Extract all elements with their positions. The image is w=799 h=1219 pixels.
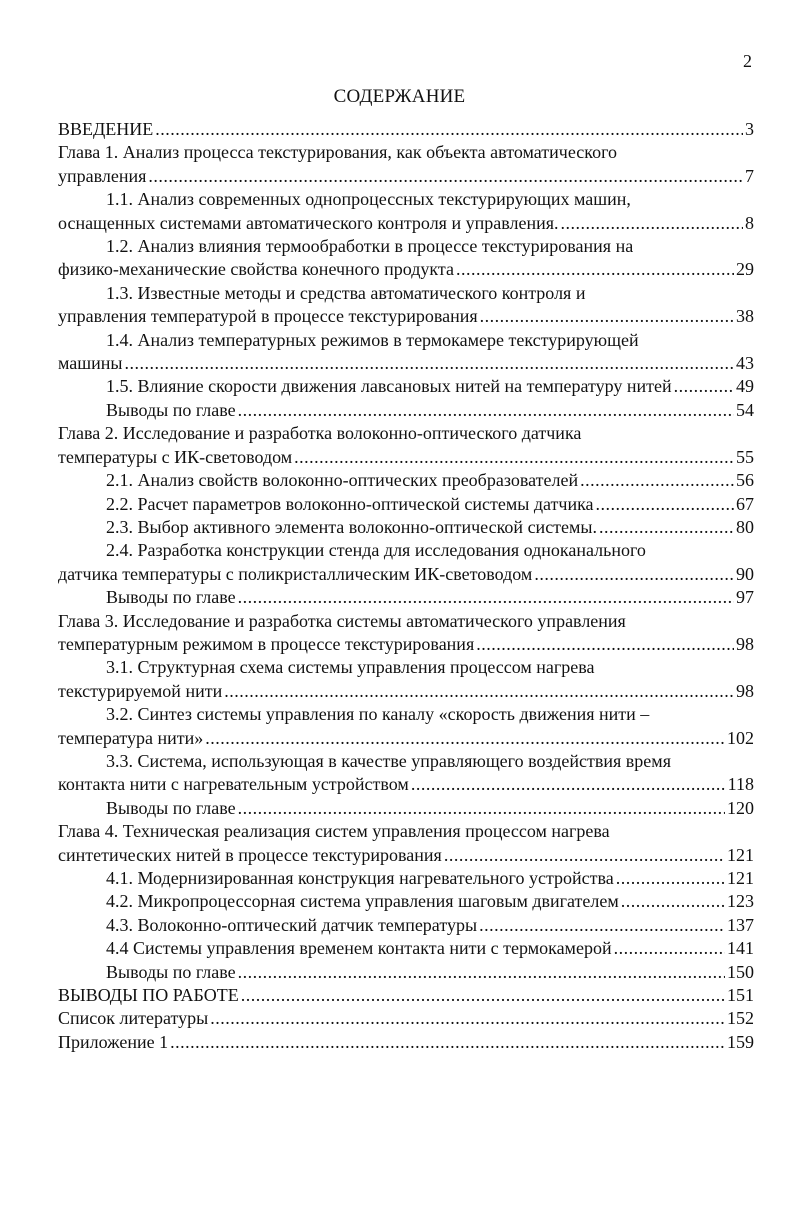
toc-entry-row xyxy=(58,867,754,890)
toc-entry-page: 67 xyxy=(736,493,754,514)
toc-entry-title: Выводы по главе xyxy=(106,797,236,818)
toc-entry[interactable] xyxy=(58,282,754,329)
dot-leader xyxy=(476,633,734,656)
toc-entry-text-line: 1.2. Анализ влияния термообработки в процессе текстурирования на xyxy=(106,236,634,257)
toc-entry-row xyxy=(58,563,754,586)
dot-leader xyxy=(614,937,725,960)
toc-entry[interactable] xyxy=(58,188,754,235)
dot-leader xyxy=(411,773,726,796)
toc-entry-page: 123 xyxy=(727,891,754,912)
toc-entry[interactable] xyxy=(58,375,754,398)
toc-entry-title: машины xyxy=(58,353,123,374)
toc-entry-page: 141 xyxy=(727,938,754,959)
toc-entry-page: 151 xyxy=(727,985,754,1006)
toc-entry[interactable] xyxy=(58,820,754,867)
dot-leader xyxy=(210,1007,725,1030)
toc-entry-row xyxy=(58,680,754,703)
toc-entry-page: 118 xyxy=(727,774,754,795)
toc-entry-text-line: 1.4. Анализ температурных режимов в термокамере текстурирующей xyxy=(106,329,639,350)
toc-entry[interactable] xyxy=(58,890,754,913)
toc-entry[interactable] xyxy=(58,539,754,586)
dot-leader xyxy=(224,680,734,703)
toc-entry-title: 2.3. Выбор активного элемента волоконно-оптической системы. xyxy=(106,516,598,537)
toc-entry-page: 150 xyxy=(727,961,754,982)
toc-entry-page: 55 xyxy=(736,446,754,467)
toc-entry-row xyxy=(58,914,754,937)
dot-leader xyxy=(238,586,734,609)
dot-leader xyxy=(238,961,725,984)
dot-leader xyxy=(294,446,734,469)
dot-leader xyxy=(155,118,743,141)
toc-entry-page: 98 xyxy=(736,633,754,654)
toc-entry-page: 80 xyxy=(736,516,754,537)
toc-entry-page: 152 xyxy=(727,1008,754,1029)
toc-entry-title: 4.1. Модернизированная конструкция нагревательного устройства xyxy=(106,868,614,888)
toc-entry-row xyxy=(58,890,754,913)
dot-leader xyxy=(238,399,734,422)
toc-entry-title: температуры с ИК-световодом xyxy=(58,446,293,467)
toc-entry-title: Выводы по главе xyxy=(106,587,236,608)
toc-entry[interactable] xyxy=(58,750,754,797)
toc-entry-row xyxy=(58,1031,754,1054)
toc-entry-text-line: 3.2. Синтез системы управления по каналу «скорость движения нити – xyxy=(106,704,650,725)
toc-entry-title: 1.5. Влияние скорости движения лавсановых нитей на температуру нитей xyxy=(106,376,672,397)
dot-leader xyxy=(444,844,725,867)
toc-entry-title: физико-механические свойства конечного продукта xyxy=(58,259,454,280)
toc-entry-row xyxy=(58,937,754,960)
toc-entry-title: Приложение 1 xyxy=(58,1031,169,1052)
toc-entry-page: 7 xyxy=(745,165,754,186)
dot-leader xyxy=(238,797,725,820)
toc-entry-title: текстурируемой нити xyxy=(58,680,223,701)
toc-entry-row xyxy=(58,446,754,469)
toc-entry-title: управления температурой в процессе текстурирования xyxy=(58,306,478,327)
toc-entry-row xyxy=(58,984,754,1007)
toc-entry-page: 120 xyxy=(727,797,754,818)
toc-entry-row xyxy=(58,399,754,422)
toc-entry-title: 2.1. Анализ свойств волоконно-оптических преобразователей xyxy=(106,470,579,491)
dot-leader xyxy=(560,212,743,235)
toc-entry-page: 97 xyxy=(736,587,754,608)
dot-leader xyxy=(580,469,734,492)
dot-leader xyxy=(599,516,734,539)
toc-entry-row xyxy=(58,493,754,516)
dot-leader xyxy=(124,352,734,375)
toc-title: СОДЕРЖАНИЕ xyxy=(333,86,466,107)
toc-entry-page: 29 xyxy=(736,259,754,280)
dot-leader xyxy=(596,493,734,516)
toc-entry-text-line: Глава 4. Техническая реализация систем управления процессом нагрева xyxy=(58,821,610,842)
toc-entry-row xyxy=(58,773,754,796)
toc-entry-row xyxy=(58,212,754,235)
dot-leader xyxy=(148,165,743,188)
toc-entry[interactable] xyxy=(58,1007,754,1030)
toc-entry-title: Выводы по главе xyxy=(106,399,236,420)
toc-entry-row xyxy=(58,305,754,328)
dot-leader xyxy=(674,375,734,398)
toc-entry[interactable] xyxy=(58,914,754,937)
toc-entry-page: 56 xyxy=(736,470,754,491)
toc-entry-title: температурным режимом в процессе текстурирования xyxy=(58,633,475,654)
toc-entry-row xyxy=(58,586,754,609)
toc-entry-title: Выводы по главе xyxy=(106,961,236,982)
toc-entry-page: 54 xyxy=(736,399,754,420)
toc-entry[interactable] xyxy=(58,422,754,469)
toc-entry[interactable] xyxy=(58,1031,754,1054)
toc-entry-page: 121 xyxy=(727,868,754,888)
toc-entry-title: Список литературы xyxy=(58,1008,209,1029)
toc-entry-row xyxy=(58,118,754,141)
toc-entry-row xyxy=(58,961,754,984)
toc-entry-title: управления xyxy=(58,165,147,186)
toc-entry-title: 2.2. Расчет параметров волоконно-оптической системы датчика xyxy=(106,493,594,514)
toc-entry-text-line: Глава 2. Исследование и разработка волоконно-оптического датчика xyxy=(58,423,582,444)
toc-entry[interactable] xyxy=(58,329,754,376)
toc-entry-title: датчика температуры с поликристаллическим ИК-световодом xyxy=(58,563,533,584)
toc-entry-row xyxy=(58,844,754,867)
toc-entry-text-line: Глава 3. Исследование и разработка системы автоматического управления xyxy=(58,610,626,631)
toc-entry[interactable] xyxy=(58,516,754,539)
dot-leader xyxy=(205,727,725,750)
toc-entry-page: 43 xyxy=(736,353,754,374)
toc-entry[interactable] xyxy=(58,586,754,609)
toc-entry-row xyxy=(58,1007,754,1030)
toc-entry[interactable] xyxy=(58,656,754,703)
toc-entry-title: ВВЕДЕНИЕ xyxy=(58,119,154,139)
toc-entry-row xyxy=(58,727,754,750)
toc-entry-page: 121 xyxy=(727,844,754,865)
toc-entry-text-line: 1.3. Известные методы и средства автоматического контроля и xyxy=(106,282,586,303)
toc-entry[interactable] xyxy=(58,961,754,984)
table-of-contents xyxy=(58,118,754,1054)
toc-entry-text-line: 3.3. Система, использующая в качестве управляющего воздействия время xyxy=(106,750,671,771)
dot-leader xyxy=(241,984,725,1007)
toc-entry-title: 4.2. Микропроцессорная система управления шаговым двигателем xyxy=(106,891,619,912)
toc-entry[interactable] xyxy=(58,118,754,141)
toc-entry-row xyxy=(58,258,754,281)
toc-entry-page: 8 xyxy=(745,212,754,233)
toc-entry[interactable] xyxy=(58,493,754,516)
dot-leader xyxy=(616,867,725,890)
toc-entry[interactable] xyxy=(58,984,754,1007)
toc-entry-title: 4.3. Волоконно-оптический датчик температуры xyxy=(106,914,478,935)
toc-entry-row xyxy=(58,516,754,539)
toc-entry-row xyxy=(58,797,754,820)
dot-leader xyxy=(621,890,725,913)
toc-entry[interactable] xyxy=(58,797,754,820)
toc-entry-page: 159 xyxy=(727,1031,754,1052)
dot-leader xyxy=(534,563,734,586)
toc-entry-row xyxy=(58,165,754,188)
toc-entry-page: 3 xyxy=(745,119,754,139)
toc-entry-row xyxy=(58,469,754,492)
toc-entry-title: синтетических нитей в процессе текстурирования xyxy=(58,844,442,865)
toc-entry-title: температура нити» xyxy=(58,727,204,748)
toc-entry-title: 4.4 Системы управления временем контакта нити с термокамерой xyxy=(106,938,612,959)
toc-entry-title: ВЫВОДЫ ПО РАБОТЕ xyxy=(58,985,239,1006)
dot-leader xyxy=(479,914,725,937)
toc-entry-text-line: 1.1. Анализ современных однопроцессных текстурирующих машин, xyxy=(106,189,631,210)
toc-entry-page: 90 xyxy=(736,563,754,584)
toc-entry-row xyxy=(58,633,754,656)
dot-leader xyxy=(456,258,734,281)
dot-leader xyxy=(170,1031,725,1054)
toc-entry[interactable] xyxy=(58,937,754,960)
toc-entry-title: оснащенных системами автоматического контроля и управления. xyxy=(58,212,559,233)
toc-entry-page: 98 xyxy=(736,680,754,701)
toc-entry[interactable] xyxy=(58,867,754,890)
toc-entry-page: 38 xyxy=(736,306,754,327)
toc-entry-row xyxy=(58,375,754,398)
toc-entry[interactable] xyxy=(58,703,754,750)
toc-entry[interactable] xyxy=(58,469,754,492)
page-number: 2 xyxy=(743,51,752,71)
toc-entry-text-line: 3.1. Структурная схема системы управления процессом нагрева xyxy=(106,657,595,678)
toc-entry-title: контакта нити с нагревательным устройством xyxy=(58,774,409,795)
toc-entry-row xyxy=(58,352,754,375)
dot-leader xyxy=(480,305,734,328)
toc-entry-page: 137 xyxy=(727,914,754,935)
toc-entry[interactable] xyxy=(58,610,754,657)
toc-entry-text-line: 2.4. Разработка конструкции стенда для исследования одноканального xyxy=(106,540,646,561)
toc-entry[interactable] xyxy=(58,141,754,188)
toc-entry[interactable] xyxy=(58,235,754,282)
toc-entry-text-line: Глава 1. Анализ процесса текстурирования, как объекта автоматического xyxy=(58,142,618,163)
toc-entry-page: 49 xyxy=(736,376,754,397)
toc-entry[interactable] xyxy=(58,399,754,422)
toc-entry-page: 102 xyxy=(727,727,754,748)
